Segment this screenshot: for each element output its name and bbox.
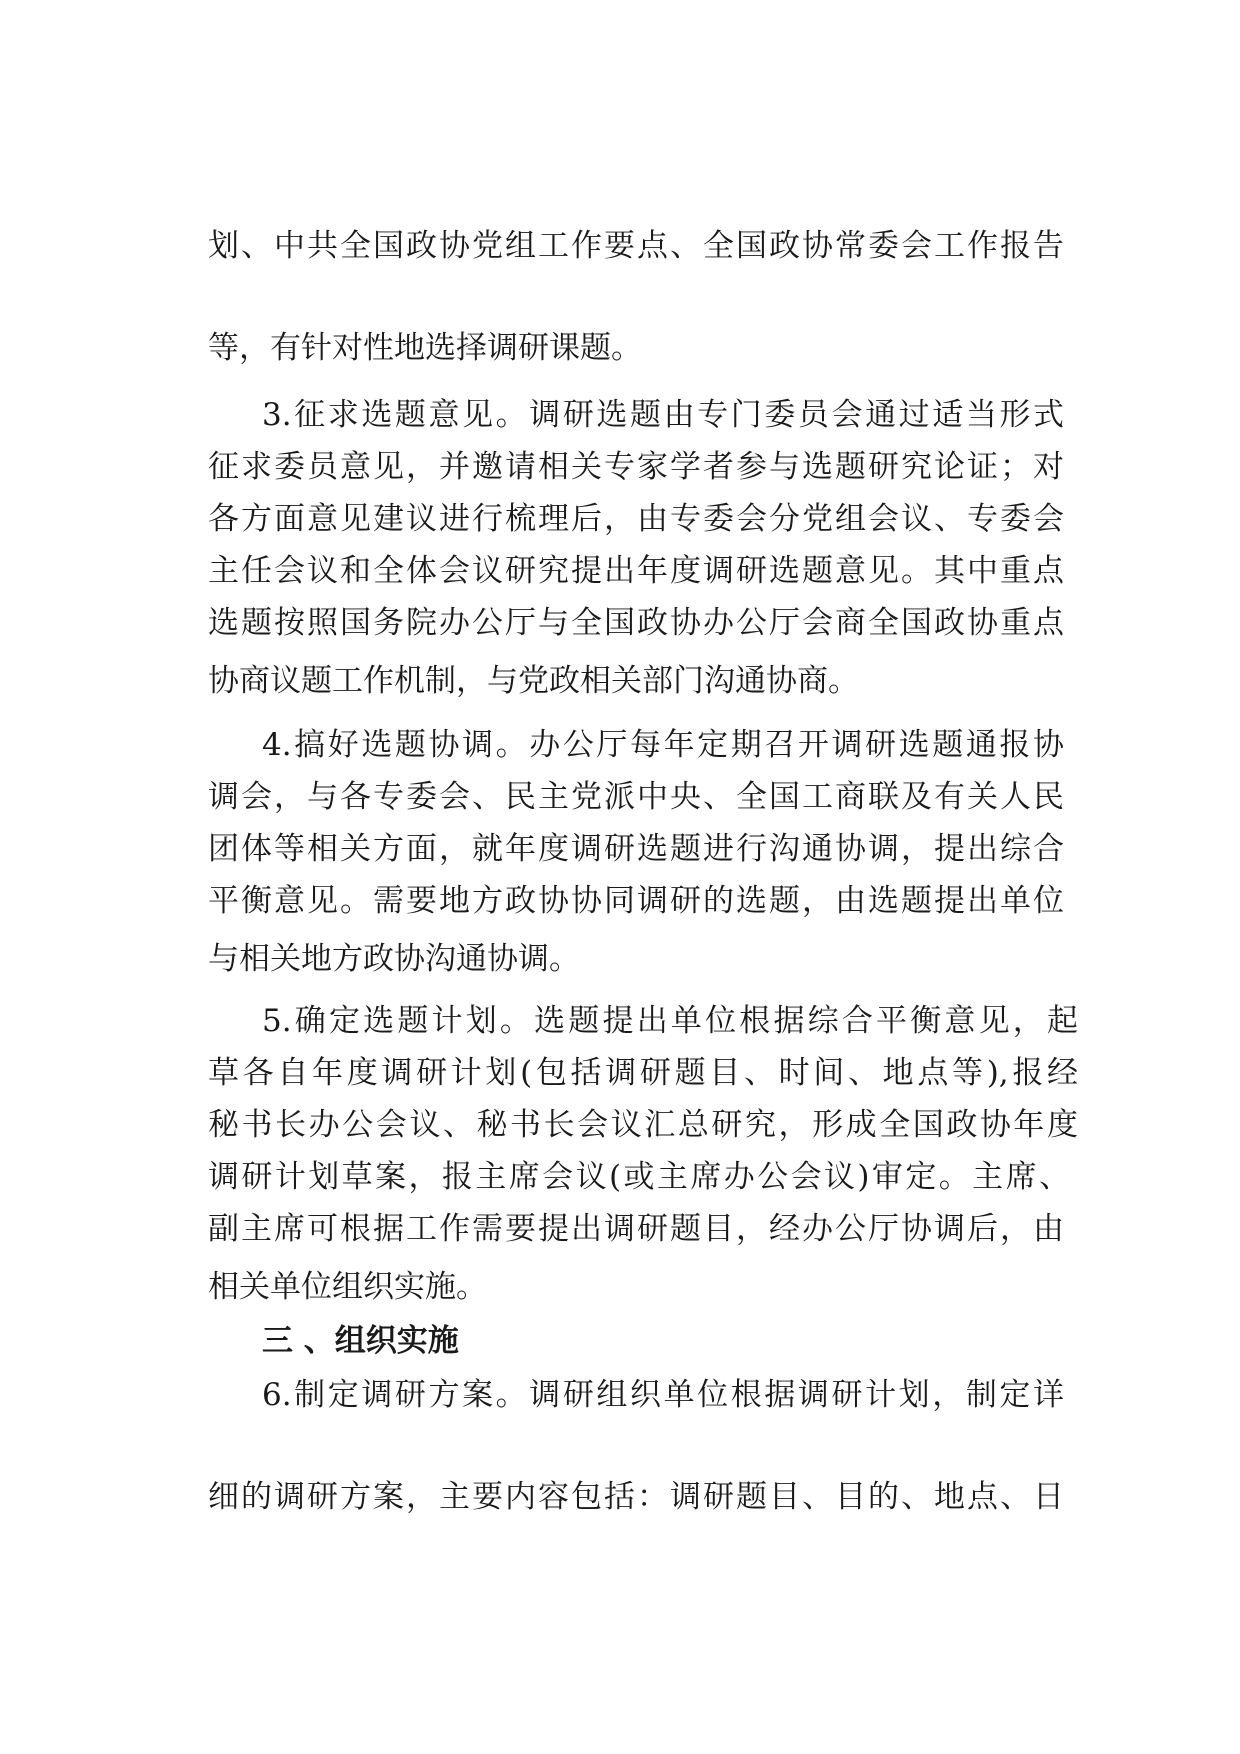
line-text: 征求委员意见，并邀请相关专家学者参与选题研究论证；对 [208, 449, 1064, 485]
line-text: 等，有针对性地选择调研课题。 [208, 330, 642, 366]
text-line [0, 1203, 1240, 1255]
text-line [0, 545, 1240, 597]
line-text: 选题按照国务院办公厅与全国政协办公厅会商全国政协重点 [208, 605, 1064, 641]
text-line [0, 322, 1240, 374]
text-line [0, 1261, 1240, 1313]
line-text: 与相关地方政协沟通协调。 [208, 941, 580, 977]
line-text: 团体等相关方面，就年度调研选题进行沟通协调，提出综合 [208, 831, 1064, 867]
section-heading [0, 1315, 1240, 1367]
text-line [0, 719, 1240, 771]
line-text: 5.确定选题计划。选题提出单位根据综合平衡意见，起 [262, 1003, 1078, 1039]
line-text: 调研计划草案，报主席会议(或主席办公会议)审定。主席、 [208, 1159, 1070, 1195]
section-heading-text: 三 、组织实施 [262, 1323, 459, 1359]
text-line [0, 771, 1240, 823]
text-line [0, 655, 1240, 707]
text-line [0, 875, 1240, 927]
line-text: 划、中共全国政协党组工作要点、全国政协常委会工作报告 [208, 228, 1064, 264]
line-text: 主任会议和全体会议研究提出年度调研选题意见。其中重点 [208, 553, 1064, 589]
line-text: 4.搞好选题协调。办公厅每年定期召开调研选题通报协 [262, 727, 1064, 763]
text-line [0, 1369, 1240, 1421]
line-text: 平衡意见。需要地方政协协同调研的选题，由选题提出单位 [208, 883, 1064, 919]
line-text: 调会，与各专委会、民主党派中央、全国工商联及有关人民 [208, 779, 1064, 815]
text-line [0, 493, 1240, 545]
line-text: 6.制定调研方案。调研组织单位根据调研计划，制定详 [262, 1377, 1064, 1413]
line-text: 草各自年度调研计划(包括调研题目、时间、地点等),报经 [208, 1055, 1078, 1091]
line-text: 副主席可根据工作需要提出调研题目，经办公厅协调后，由 [208, 1211, 1064, 1247]
text-line [0, 995, 1240, 1047]
text-line [0, 441, 1240, 493]
line-text: 相关单位组织实施。 [208, 1269, 487, 1305]
text-line [0, 1047, 1240, 1099]
line-text: 协商议题工作机制，与党政相关部门沟通协商。 [208, 663, 859, 699]
text-line [0, 823, 1240, 875]
text-line [0, 1099, 1240, 1151]
line-text: 各方面意见建议进行梳理后，由专委会分党组会议、专委会 [208, 501, 1064, 537]
line-text: 秘书长办公会议、秘书长会议汇总研究，形成全国政协年度 [208, 1107, 1078, 1143]
text-line [0, 933, 1240, 985]
text-line [0, 597, 1240, 649]
line-text: 细的调研方案，主要内容包括：调研题目、目的、地点、日 [208, 1479, 1064, 1515]
line-text: 3.征求选题意见。调研选题由专门委员会通过适当形式 [262, 397, 1064, 433]
text-line [0, 1471, 1240, 1523]
text-line [0, 389, 1240, 441]
text-line [0, 1151, 1240, 1203]
text-line [0, 220, 1240, 272]
